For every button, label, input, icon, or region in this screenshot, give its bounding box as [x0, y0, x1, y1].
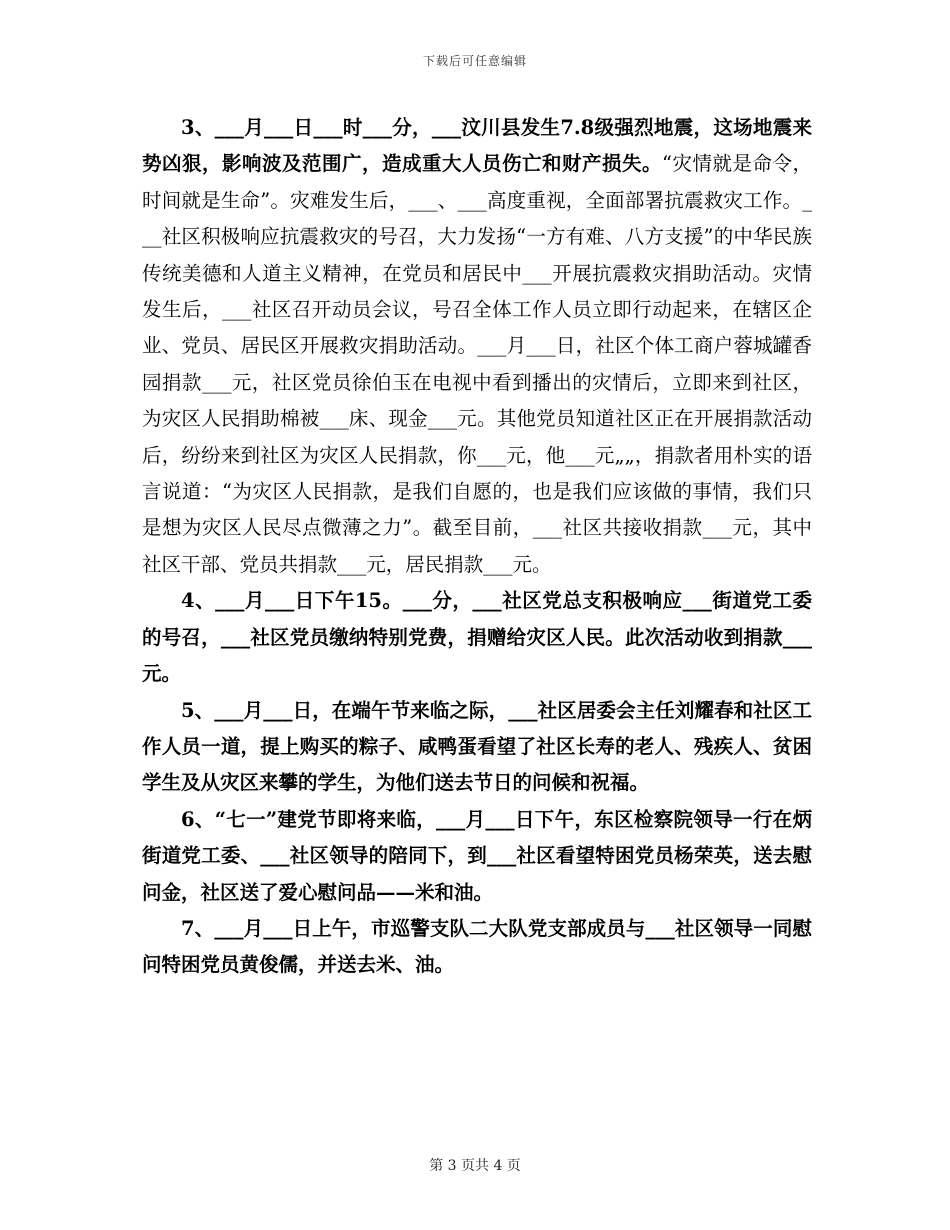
paragraph-item-6: 6、“七一”建党节即将来临，___月___日下午，东区检察院领导一行在炳街道党工委、___社区领导的陪同下，到___社区看望特困党员杨荣英，送去慰问金，社区送了爱心慰问品——米和油。: [142, 807, 812, 904]
paragraph-item-7: 7、___月___日上午，市巡警支队二大队党支部成员与___社区领导一同慰问特困党员黄俊儒，并送去米、油。: [142, 916, 812, 977]
page-footer: 第 3 页共 4 页: [429, 1158, 521, 1174]
document-body: [142, 110, 812, 984]
paragraph-item-4: 4、___月___日下午15。___分，___社区党总支积极响应___街道党工委的号召，___社区党员缴纳特别党费，捐赠给灾区人民。此次活动收到捐款___元。: [142, 589, 812, 686]
paragraph-text: “灾情就是命令，时间就是生命”。灾难发生后，___、___高度重视，全面部署抗震救灾工作。___社区积极响应抗震救灾的号召，大力发扬“一方有难、八方支援”的中华民族传统美德和人道主义精神，在党员和居民中___开展抗震救灾捐助活动。灾情发生后，___社区召开动员会议，号召全体工作人员立即行动起来，在辖区企业、党员、居民区开展救灾捐助活动。___月___日，社区个体工商户蓉城罐香园捐款___元，社区党员徐伯玉在电视中看到播出的灾情后，立即来到社区，为灾区人民捐助棉被___床、现金___元。其他党员知道社区正在开展捐款活动后，纷纷来到社区为灾区人民捐款，你___元，他___元„„，捐款者用朴实的语言说道：“为灾区人民捐款，是我们自愿的，也是我们应该做的事情，我们只是想为灾区人民尽点微薄之力”。截至目前，___社区共接收捐款___元，其中社区干部、党员共捐款___元，居民捐款___元。: [142, 152, 812, 576]
page-header: 下载后可任意编辑: [422, 54, 527, 68]
paragraph-item-3: [142, 110, 812, 583]
paragraph-item-5: 5、___月___日，在端午节来临之际，___社区居委会主任刘耀春和社区工作人员一道，提上购买的粽子、咸鸭蛋看望了社区长寿的老人、残疾人、贫困学生及从灾区来攀的学生，为他们送去节日的问候和祝福。: [142, 698, 812, 795]
paragraph-bold-text: 3、___月___日___时___分，___汶川县发生7.8级强烈地震，这场地震来势凶狠，影响波及范围广，造成重大人员伤亡和财产损失。: [142, 116, 812, 176]
